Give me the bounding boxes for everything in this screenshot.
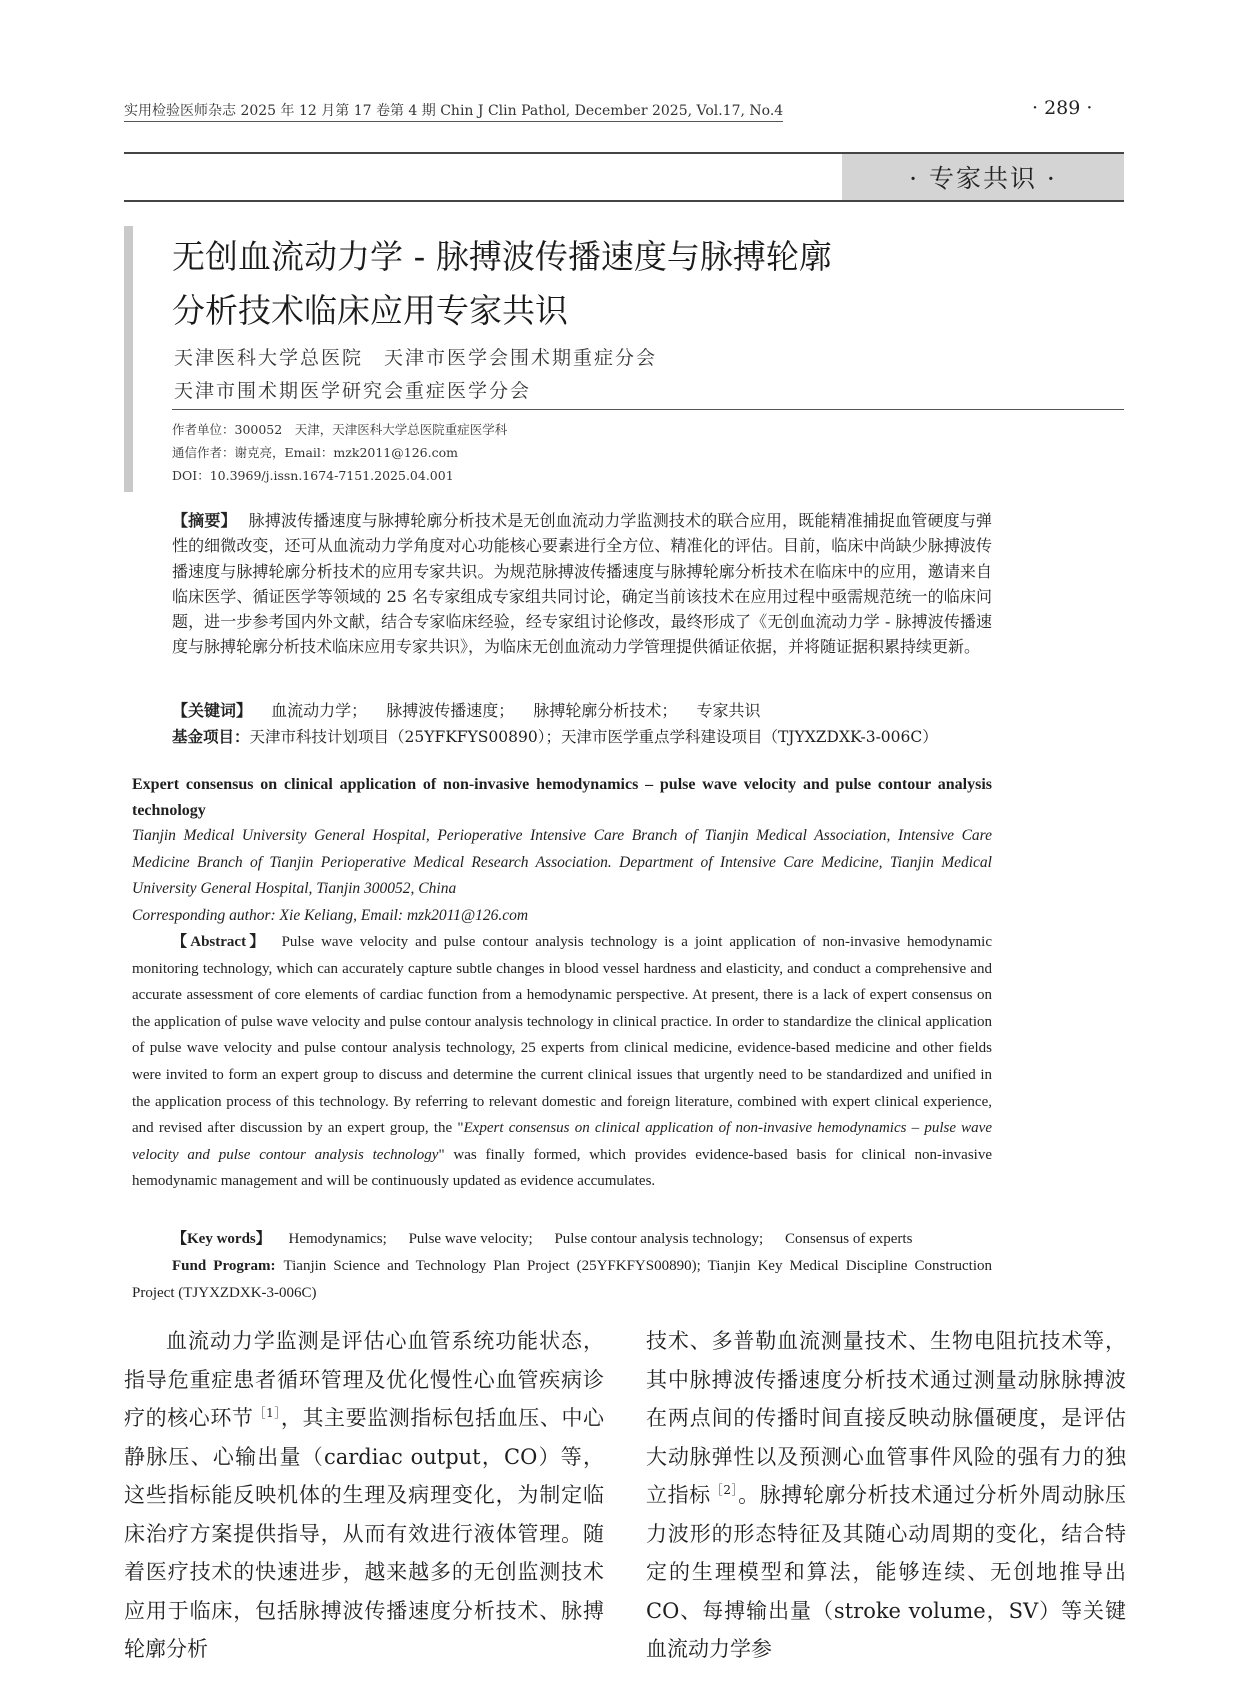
corresponding-author: 通信作者：谢克亮，Email：mzk2011@126.com — [172, 445, 458, 460]
author-unit: 作者单位：300052 天津，天津医科大学总医院重症医学科 — [172, 422, 508, 437]
title-accent-bar — [124, 226, 133, 492]
abstract-cn — [172, 508, 992, 660]
keywords-cn-label: 【关键词】 — [172, 701, 253, 720]
keyword-cn: 血流动力学； — [271, 701, 368, 720]
abstract-en-text-2: " was finally formed, which provides evidence-based basis for clinical non-invasive hemodynamic management and will be continuously updated as evidence accumulates. — [132, 1146, 992, 1190]
section-banner: · 专家共识 · — [842, 154, 1124, 200]
fund-cn-text: 天津市科技计划项目（25YFKFYS00890）；天津市医学重点学科建设项目（TJYXZDXK-3-006C） — [249, 728, 938, 746]
fund-cn — [172, 725, 938, 747]
body-column-left — [124, 1322, 604, 1669]
citation-ref: ［1］ — [253, 1406, 281, 1420]
affiliation-en — [132, 823, 992, 929]
body-left-text-a: 血流动力学监测是评估心血管系统功能状态，指导危重症患者循环管理及优化慢性心血管疾病诊疗的核心环节 — [124, 1329, 604, 1430]
title-line-1: 无创血流动力学 - 脉搏波传播速度与脉搏轮廓 — [172, 237, 832, 276]
keyword-cn: 专家共识 — [696, 701, 761, 720]
affiliation-en-text: Tianjin Medical University General Hospital, Perioperative Intensive Care Branch of Tianjin Medical Association, Intensive Care Medicine Branch of Tianjin Perioperative Medical Research Association. Department of Intensive Care Medicine, Tianjin Medical University General Hospital, Tianjin 300052, China — [132, 827, 992, 897]
keywords-en-label: 【Key words】 — [172, 1231, 271, 1247]
body-right-text-b: 。脉搏轮廓分析技术通过分析外周动脉压力波形的形态特征及其随心动周期的变化，结合特定的生理模型和算法，能够连续、无创地推导出 CO、每搏输出量（stroke volume，SV）等关键血流动力学参 — [646, 1483, 1127, 1661]
doi: DOI：10.3969/j.issn.1674-7151.2025.04.001 — [172, 468, 454, 483]
article-title-en: Expert consensus on clinical application of non-invasive hemodynamics – pulse wave velocity and pulse contour analysis technology — [132, 776, 992, 819]
title-line-2: 分析技术临床应用专家共识 — [172, 291, 568, 330]
journal-citation: 实用检验医师杂志 2025 年 12 月第 17 卷第 4 期 Chin J Clin Pathol, December 2025, Vol.17, No.4 — [124, 100, 783, 122]
keyword-en: Consensus of experts — [784, 1231, 913, 1247]
body-column-right — [646, 1322, 1126, 1669]
keyword-cn: 脉搏轮廓分析技术； — [533, 701, 678, 720]
body-right-text-a: 技术、多普勒血流测量技术、生物电阻抗技术等，其中脉搏波传播速度分析技术通过测量动脉脉搏波在两点间的传播时间直接反映动脉僵硬度，是评估大动脉弹性以及预测心血管事件风险的强有力的独立指标 — [646, 1329, 1126, 1507]
abstract-cn-text: 脉搏波传播速度与脉搏轮廓分析技术是无创血流动力学监测技术的联合应用，既能精准捕捉血管硬度与弹性的细微改变，还可从血流动力学角度对心功能核心要素进行全方位、精准化的评估。目前，临床中尚缺少脉搏波传播速度与脉搏轮廓分析技术的应用专家共识。为规范脉搏波传播速度与脉搏轮廓分析技术在临床中的应用，邀请来自临床医学、循证医学等领域的 25 名专家组成专家组共同讨论，确定当前该技术在应用过程中亟需规范统一的临床问题，进一步参考国内外文献，结合专家临床经验，经专家组讨论修改，最终形成了《无创血流动力学 - 脉搏波传播速度与脉搏轮廓分析技术临床应用专家共识》，为临床无创血流动力学管理提供循证依据，并将随证据积累持续更新。 — [172, 511, 992, 657]
body-left-text-b: ，其主要监测指标包括血压、中心静脉压、心输出量（cardiac output，CO）等，这些指标能反映机体的生理及病理变化，为制定临床治疗方案提供指导，从而有效进行液体管理。随着医疗技术的快速进步，越来越多的无创监测技术应用于临床，包括脉搏波传播速度分析技术、脉搏轮廓分析 — [124, 1406, 605, 1661]
page-number: · 289 · — [1032, 97, 1093, 119]
keywords-en — [172, 1227, 930, 1248]
fund-en-text: Tianjin Science and Technology Plan Project (25YFKFYS00890); Tianjin Key Medical Discipline Construction Project (TJYXZDXK-3-006C) — [132, 1258, 993, 1301]
keyword-en: Hemodynamics; — [288, 1231, 387, 1247]
banner-bottom-rule — [124, 200, 1124, 202]
keywords-cn — [172, 698, 774, 721]
citation-ref: ［2］ — [710, 1483, 739, 1497]
keyword-en: Pulse wave velocity; — [408, 1231, 533, 1247]
keyword-cn: 脉搏波传播速度； — [386, 701, 515, 720]
fund-cn-label: 基金项目： — [172, 728, 250, 746]
organization-line-2: 天津市围术期医学研究会重症医学分会 — [174, 380, 532, 402]
keyword-en: Pulse contour analysis technology; — [554, 1231, 764, 1247]
fund-en — [132, 1253, 992, 1306]
abstract-en-text-1: Pulse wave velocity and pulse contour analysis technology is a joint application of non-invasive hemodynamic monitoring technology, which can accurately capture subtle changes in blood vessel hardness and elasticity, and conduct a comprehensive and accurate assessment of core elements of cardiac function from a hemodynamic perspective. At present, there is a lack of expert consensus on the application of pulse wave velocity and pulse contour analysis technology in clinical practice. In order to standardize the clinical application of pulse wave velocity and pulse contour analysis technology, 25 experts from clinical medicine, evidence-based medicine and other fields were invited to form an expert group to discuss and determine the current clinical issues that urgently need to be standardized and unified in the application process of this technology. By referring to relevant domestic and foreign literature, combined with expert clinical experience, and revised after discussion by an expert group, the " — [132, 934, 992, 1137]
abstract-en-label: 【Abstract】 — [172, 934, 268, 950]
abstract-cn-label: 【摘要】 — [172, 511, 237, 530]
article-title-cn — [172, 230, 832, 338]
abstract-en-italic-title: Expert consensus on clinical application of non-invasive hemodynamics – pulse wave velocity and pulse contour analysis technology — [132, 1120, 992, 1163]
organization-rule — [172, 409, 1124, 410]
organization-line-1: 天津医科大学总医院 天津市医学会围术期重症分会 — [174, 347, 658, 369]
corresponding-author-en: Corresponding author: Xie Keliang, Email: mzk2011@126.com — [132, 906, 529, 924]
fund-en-label: Fund Program: — [172, 1258, 276, 1274]
abstract-en — [132, 929, 992, 1195]
